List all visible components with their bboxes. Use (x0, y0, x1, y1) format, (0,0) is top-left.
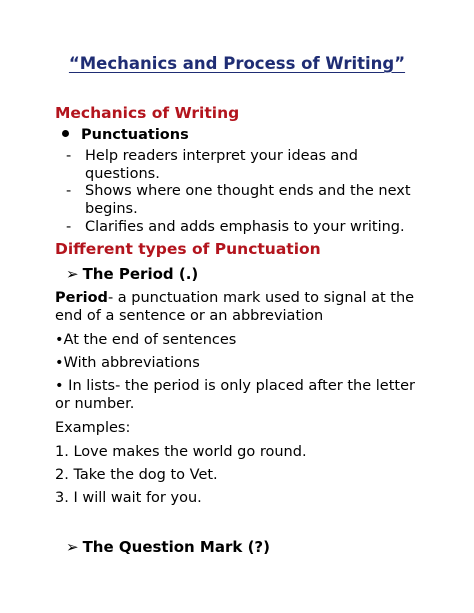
subheading-period-label: The Period (.) (82, 265, 199, 283)
use-item: •At the end of sentences (55, 332, 237, 348)
dash-marker: - (66, 148, 72, 164)
example-item: 1. Love makes the world go round. (55, 444, 307, 460)
dash-marker: - (66, 219, 72, 235)
section-heading-mechanics: Mechanics of Writing (55, 104, 240, 122)
period-definition-text: - a punctuation mark used to signal at the end of a sentence or an abbreviation (55, 290, 415, 324)
period-term: Period (55, 290, 108, 306)
section-heading-types: Different types of Punctuation (55, 240, 321, 258)
period-definition (55, 289, 415, 325)
bullet-punctuations (62, 127, 189, 143)
example-item: 3. I will wait for you. (55, 490, 202, 506)
examples-label: Examples: (55, 420, 131, 436)
arrow-bullet-icon: ➢ (66, 265, 79, 283)
use-item: • In lists- the period is only placed after the letter or number. (55, 378, 415, 412)
document-title: “Mechanics and Process of Writing” (68, 54, 406, 73)
subheading-question-mark-label: The Question Mark (?) (82, 538, 270, 556)
subheading-question-mark (66, 538, 270, 556)
bullet-label: Punctuations (81, 127, 189, 143)
use-item: •With abbreviations (55, 355, 200, 371)
arrow-bullet-icon: ➢ (66, 538, 79, 556)
example-item: 2. Take the dog to Vet. (55, 467, 218, 483)
list-item-text: Clarifies and adds emphasis to your writing. (85, 219, 405, 235)
list-item-text: Help readers interpret your ideas and questions. (85, 148, 358, 182)
dash-marker: - (66, 183, 72, 199)
subheading-period (66, 265, 198, 283)
bullet-dot-icon (62, 130, 69, 137)
list-item-text: Shows where one thought ends and the next begins. (85, 183, 411, 217)
